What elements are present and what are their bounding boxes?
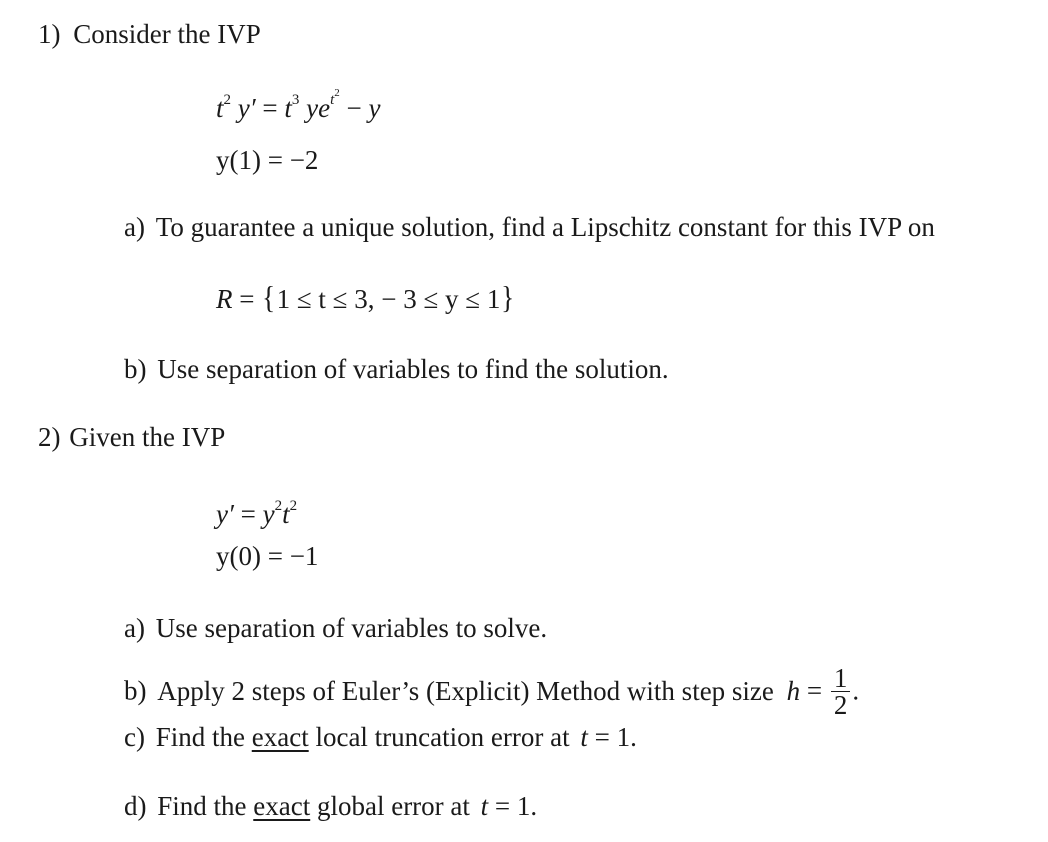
p2-part-d-pre: Find the: [157, 791, 247, 821]
eq1-rhs-y: y: [306, 93, 319, 123]
eq1-lhs-t-exponent: 2: [223, 92, 232, 108]
problem-1-initial-condition: y(1) = −2: [216, 145, 319, 175]
problem-2-part-b: [124, 663, 860, 720]
p2-part-d-label: d): [124, 791, 147, 821]
p2-part-a-text: Use separation of variables to solve.: [155, 613, 548, 643]
part-b-label: b): [124, 354, 147, 384]
region-body: 1 ≤ t ≤ 3, − 3 ≤ y ≤ 1: [276, 284, 501, 314]
step-size-fraction: [831, 665, 851, 718]
problem-2-initial-condition: y(0) = −1: [216, 541, 319, 571]
problem-1-heading: [38, 18, 261, 50]
problem-2-part-a: [124, 612, 547, 644]
problem-1-part-b: [124, 353, 669, 385]
region-close-brace: }: [501, 279, 515, 315]
eq2-t-exponent: 2: [289, 498, 298, 514]
eq2-lhs: y′: [216, 499, 234, 529]
region-r: R: [216, 284, 233, 314]
p2-part-d-end: .: [530, 791, 538, 821]
p2-part-c-eq: = 1: [587, 722, 631, 752]
eq1-rhs-e: e: [318, 93, 331, 123]
p2-part-a-label: a): [124, 613, 145, 643]
problem-1-equation: [216, 87, 381, 124]
fraction-denominator: 2: [833, 690, 848, 720]
eq2-y-exponent: 2: [274, 498, 283, 514]
step-size-period: .: [852, 675, 860, 706]
p2-part-c-t: t: [580, 722, 588, 752]
eq1-rhs-t-exponent: 3: [291, 92, 300, 108]
region-definition: [216, 281, 516, 315]
p2-part-c-pre: Find the: [155, 722, 245, 752]
problem-1-intro: Consider the IVP: [73, 19, 261, 49]
problem-2-part-d: [124, 790, 537, 822]
problem-2-number: 2): [38, 422, 61, 452]
p2-part-c-exact: exact: [251, 722, 309, 752]
eq1-e-exponent-base: t: [330, 92, 335, 108]
p2-part-d-t: t: [480, 791, 489, 821]
problem-2-part-c: [124, 721, 637, 753]
p2-part-c-end: .: [630, 722, 637, 752]
problem-1-part-a: [124, 211, 935, 243]
p2-part-d-exact: exact: [253, 791, 311, 821]
step-size-equals: =: [800, 675, 829, 706]
p2-part-b-text: Apply 2 steps of Euler’s (Explicit) Method with step size: [157, 675, 774, 706]
p2-part-d-post: global error at: [316, 791, 470, 821]
eq2-equals: =: [233, 499, 263, 529]
eq1-rhs-t: t: [284, 93, 292, 123]
eq1-equals: =: [255, 93, 285, 123]
p2-part-b-label: b): [124, 675, 147, 706]
part-a-text: To guarantee a unique solution, find a Lipschitz constant for this IVP on: [155, 212, 935, 242]
eq1-tail-y: y: [368, 93, 381, 123]
eq2-t: t: [282, 499, 290, 529]
part-b-text: Use separation of variables to find the solution.: [157, 354, 669, 384]
p2-part-c-post: local truncation error at: [315, 722, 570, 752]
p2-part-d-eq: = 1: [488, 791, 531, 821]
problem-2-equation: [216, 498, 297, 530]
region-equals: =: [232, 284, 262, 314]
problem-2-intro: Given the IVP: [69, 422, 226, 452]
part-a-label: a): [124, 212, 145, 242]
p2-part-c-label: c): [124, 722, 145, 752]
fraction-numerator: 1: [831, 665, 851, 692]
eq1-lhs-t: t: [216, 93, 224, 123]
eq2-y: y: [262, 499, 275, 529]
step-size-h: h: [786, 675, 801, 706]
eq1-lhs-y: y′: [237, 93, 256, 123]
eq1-minus: −: [339, 93, 369, 123]
problem-1-number: 1): [38, 19, 61, 49]
region-open-brace: {: [262, 279, 276, 315]
eq1-e-exponent-power: 2: [334, 87, 340, 99]
problem-2-heading: [38, 421, 225, 453]
